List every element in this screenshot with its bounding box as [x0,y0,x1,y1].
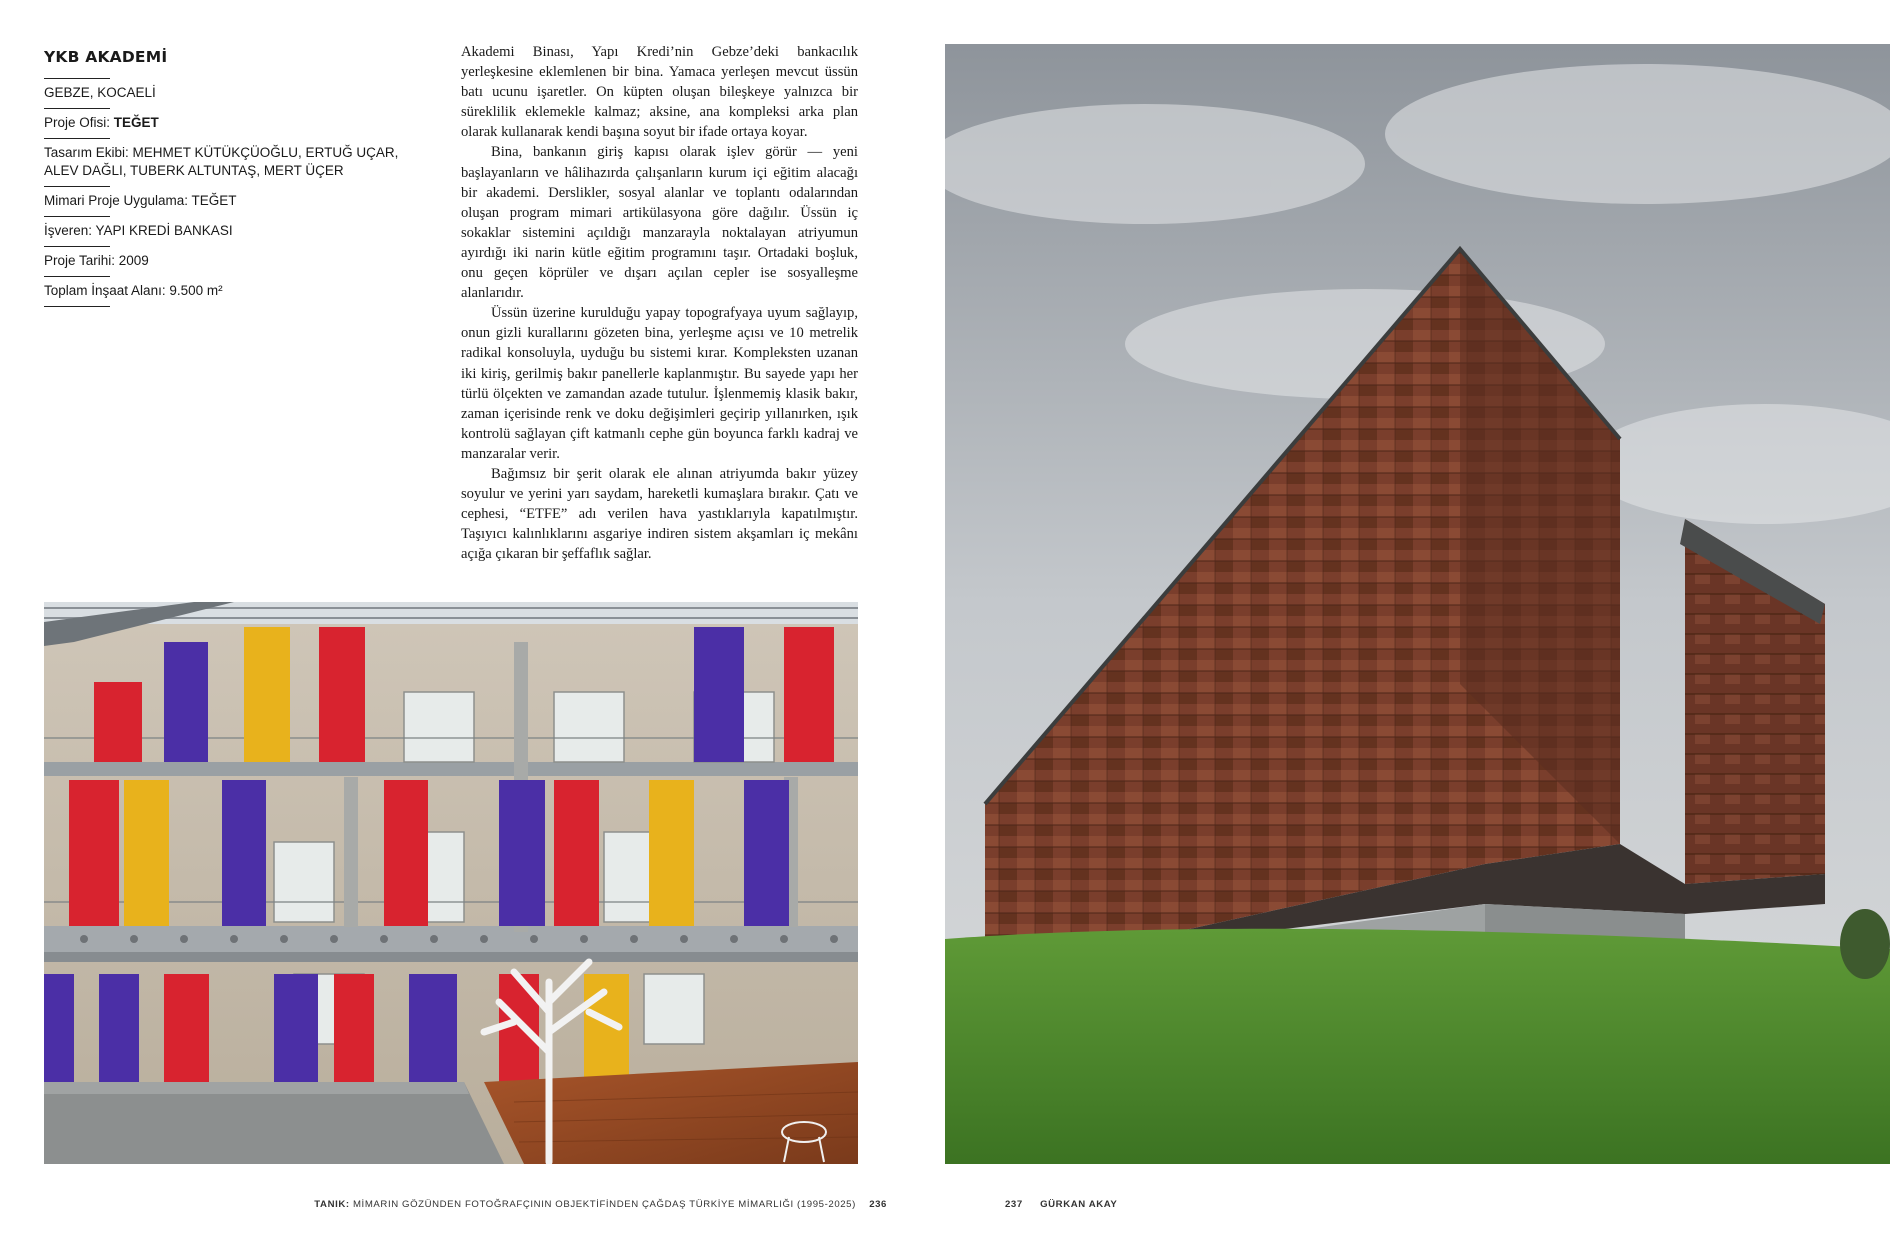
project-title: YKB AKADEMİ [44,48,168,66]
project-implementation: Mimari Proje Uygulama: TEĞET [44,193,237,208]
divider [44,306,110,307]
project-location: GEBZE, KOCAELİ [44,85,156,100]
footer-right [1005,1199,1117,1210]
project-office [44,109,424,138]
atrium-illustration [44,602,858,1164]
office-value: TEĞET [113,115,159,130]
article-body [461,42,858,564]
paragraph: Akademi Binası, Yapı Kredi’nin Gebze’deki bankacılık yerleşkesine eklemlenen bir bina. Yamaca yerleşen mevcut üssün batı ucunu işaretler. On küpten oluşan bileşkeye yalnızca bir süreklilik eklemekle kalmaz; aksine, ana kompleksi arka plan olarak kullanarak kendi başına soyut bir ifade ortaya koyar. [461,44,858,141]
office-label: Proje Ofisi: [44,115,111,130]
project-area: Toplam İnşaat Alanı: 9.500 m² [44,283,223,298]
footer-book-title: MİMARIN GÖZÜNDEN FOTOĞRAFÇININ OBJEKTİFİNDEN ÇAĞDAŞ TÜRKİYE MİMARLIĞI (1995-2025) [352,1199,856,1210]
team-value: MEHMET KÜTÜKÇÜOĞLU, ERTUĞ UÇAR, ALEV DAĞLI, TUBERK ALTUNTAŞ, MERT ÜÇER [44,145,399,178]
footer-left [314,1199,887,1210]
footer-author: GÜRKAN AKAY [1040,1199,1118,1210]
project-team [44,139,424,186]
paragraph: Bağımsız bir şerit olarak ele alınan atriyumda bakır yüzey soyulur ve yerini yarı saydam, hareketli kumaşlara bırakır. Çatı ve cephesi, “ETFE” adı verilen hava yastıklarıyla kapatılmıştır. Taşıyıcı kalınlıklarını asgariye indiren sistem akşamları iç mekânı açığa çıkaran bir şeffaflık sağlar. [461,465,858,563]
exterior-photo [945,44,1890,1164]
page-number-right: 237 [1005,1199,1023,1210]
team-label: Tasarım Ekibi: [44,145,129,160]
project-client: İşveren: YAPI KREDİ BANKASI [44,223,233,238]
exterior-illustration [945,44,1890,1164]
footer-series: TANIK: [314,1199,350,1210]
paragraph: Üssün üzerine kurulduğu yapay topografyaya uyum sağlayıp, onun gizli kurallarını gözeten bina, yerleşme açısı ve 10 metrelik radikal konsoluyla, uyduğu bu sistemi kırar. Kompleksten uzanan iki kiriş, gerilmiş bakır panellerle kaplanmıştır. Bu sayede yapı her türlü ölçekten ve zamandan azade tutulur. İşlenmemiş klasik bakır, zaman içerisinde renk ve doku değişimleri geçirip yıllanırken, ışık kontrolü sağlayan çift katmanlı cephe gün boyunca farklı kadraj ve manzaralar verir. [461,305,858,462]
paragraph: Bina, bankanın giriş kapısı olarak işlev görür — yeni başlayanların ve hâlihazırda çalışanların kurum içi eğitim alacağı bir akademi. Derslikler, sosyal alanlar ve toplantı odalarından oluşan program mimari artikülasyona göre dağılır. Üssün iç sokaklar sistemini açıldığı manzarayla noktalayan atriyumun ayırdığı iki narin kütle eğitim programını taşır. Ortadaki boşluk, onu geçen köprüler ve dışarı açılan cepler ise sosyalleşme alanlarıdır. [461,144,858,302]
project-facts [44,48,424,307]
atrium-photo [44,602,858,1164]
project-date: Proje Tarihi: 2009 [44,253,149,268]
page-number-left: 236 [869,1199,887,1210]
right-page [945,0,1890,1252]
